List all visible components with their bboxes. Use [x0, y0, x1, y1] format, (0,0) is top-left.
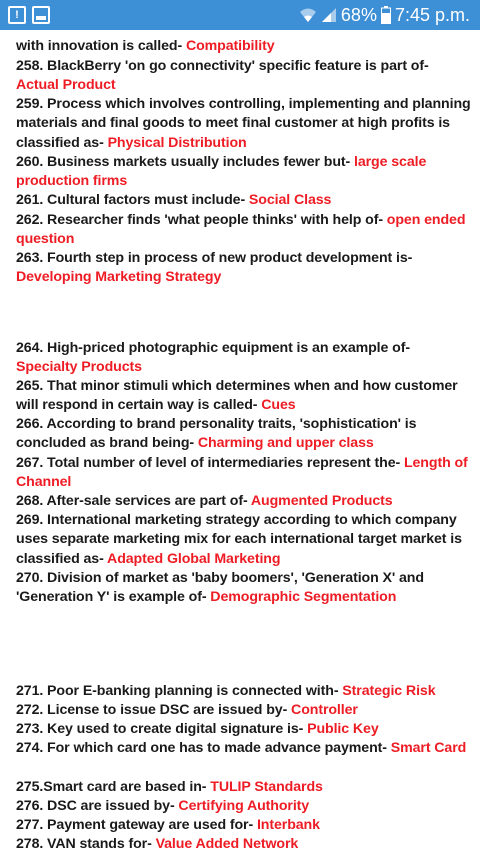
- question-text: 268. After-sale services are part of-: [16, 493, 248, 509]
- answer-text: Smart Card: [390, 740, 467, 756]
- status-bar: [0, 0, 480, 30]
- question-text: 265. That minor stimuli which determines when and how customer will respond in certain way is called-: [16, 378, 458, 414]
- list-item: [16, 377, 472, 416]
- question-text: 271. Poor E-banking planning is connected with-: [16, 683, 339, 699]
- list-item: [16, 682, 472, 701]
- status-right: [299, 4, 470, 26]
- question-text: 266. According to brand personality traits, 'sophistication' is concluded as brand being-: [16, 416, 417, 452]
- battery-icon: [381, 6, 391, 24]
- answer-text: Augmented Products: [250, 493, 393, 509]
- question-text: 277. Payment gateway are used for-: [16, 817, 254, 833]
- list-item: [16, 415, 472, 454]
- answer-text: Physical Distribution: [107, 134, 247, 151]
- question-text: 278. VAN stands for-: [16, 836, 152, 852]
- signal-icon: [321, 7, 337, 23]
- list-item: [16, 95, 472, 153]
- answer-text: Compatibility: [185, 38, 275, 54]
- wifi-icon: [299, 7, 317, 23]
- answer-text: Actual Product: [16, 77, 116, 94]
- list-item: [16, 778, 472, 797]
- list-item: [16, 701, 472, 720]
- list-item: [16, 739, 472, 758]
- answer-text: Public Key: [307, 721, 379, 737]
- answer-text: Developing Marketing Strategy: [16, 269, 222, 286]
- answer-text: TULIP Standards: [210, 779, 323, 795]
- answer-text: Social Class: [248, 192, 332, 208]
- question-text: 259. Process which involves controlling, implementing and planning materials and final goods to meet final customer at high profits is classified as-: [16, 96, 471, 151]
- battery-level: 68%: [340, 5, 377, 25]
- answer-text: Certifying Authority: [178, 798, 310, 814]
- list-item: [16, 37, 472, 56]
- question-text: 273. Key used to create digital signature is-: [16, 721, 304, 737]
- question-text: 262. Researcher finds 'what people thinks' with help of-: [16, 212, 383, 228]
- question-text: 263. Fourth step in process of new product development is-: [16, 250, 413, 266]
- question-text: 261. Cultural factors must include-: [16, 192, 246, 208]
- question-text: 274. For which card one has to made advance payment-: [16, 740, 387, 756]
- list-item: [16, 191, 472, 210]
- question-text: 275.Smart card are based in-: [16, 779, 207, 795]
- answer-text: Charming and upper class: [197, 435, 374, 452]
- question-text: 260. Business markets usually includes fewer but-: [16, 154, 351, 170]
- list-item: [16, 57, 472, 96]
- answer-text: Controller: [291, 702, 358, 718]
- list-item: [16, 153, 472, 192]
- list-item: [16, 835, 472, 854]
- answer-text: large scale production firms: [16, 154, 427, 190]
- answer-text: open ended question: [16, 212, 466, 248]
- answer-text: Specialty Products: [16, 359, 142, 376]
- list-item: [16, 211, 472, 250]
- question-text: 270. Division of market as 'baby boomers', 'Generation X' and 'Generation Y' is example of-: [16, 570, 424, 606]
- list-item: [16, 249, 472, 288]
- list-item: [16, 797, 472, 816]
- question-text: 267. Total number of level of intermediaries represent the-: [16, 455, 401, 471]
- list-item: [16, 454, 472, 493]
- answer-text: Strategic Risk: [342, 683, 436, 699]
- question-text: 272. License to issue DSC are issued by-: [16, 702, 288, 718]
- list-item: [16, 511, 472, 569]
- question-text: 264. High-priced photographic equipment is an example of-: [16, 340, 410, 356]
- list-item: [16, 569, 472, 608]
- answer-text: Length of Channel: [16, 455, 468, 491]
- list-item: [16, 339, 472, 378]
- gallery-icon: [32, 6, 50, 24]
- answer-text: Demographic Segmentation: [210, 589, 397, 606]
- question-text: with innovation is called-: [16, 38, 183, 54]
- question-text: 276. DSC are issued by-: [16, 798, 175, 814]
- question-text: 269. International marketing strategy according to which company uses separate marketing mix for each international target market is classified as-: [16, 512, 462, 567]
- list-item: [16, 816, 472, 835]
- clock-time: 7:45 p.m.: [394, 5, 470, 25]
- question-text: 258. BlackBerry 'on go connectivity' specific feature is part of-: [16, 58, 429, 74]
- answer-text: Value Added Network: [155, 836, 299, 852]
- answer-text: Cues: [261, 397, 296, 414]
- list-item: [16, 492, 472, 511]
- answer-text: Adapted Global Marketing: [107, 550, 281, 567]
- list-item: [16, 720, 472, 739]
- answer-text: Interbank: [256, 817, 320, 833]
- notification-alert-icon: !: [8, 6, 26, 24]
- status-left-icons: [8, 6, 50, 24]
